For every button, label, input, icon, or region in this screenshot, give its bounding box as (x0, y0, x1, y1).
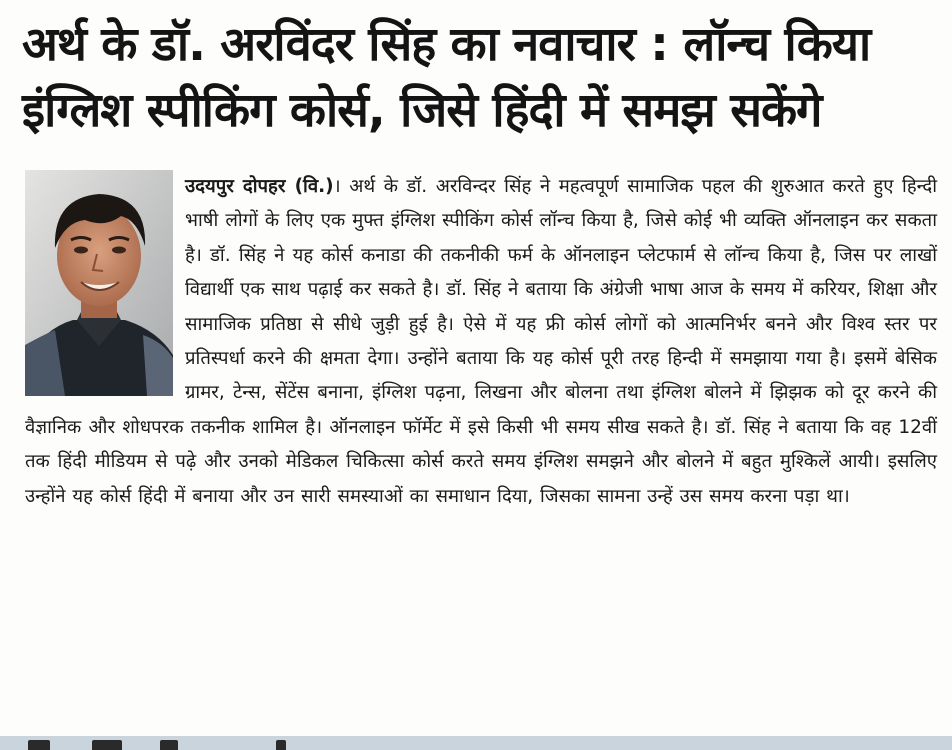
next-headline-fragment (160, 740, 178, 750)
next-headline-fragment (92, 740, 122, 750)
next-headline-fragment (28, 740, 50, 750)
headline-line-1: अर्थ के डॉ. अरविंदर सिंह का नवाचार : लॉन्च किया (22, 17, 871, 72)
article-dateline: उदयपुर दोपहर (वि.) (185, 176, 334, 197)
article-body (25, 170, 937, 514)
photo-wrap-spacer (25, 170, 173, 396)
headline-line-2: इंग्लिश स्पीकिंग कोर्स, जिसे हिंदी में समझ सकेंगे (22, 83, 822, 138)
next-article-band (0, 736, 952, 750)
article-headline (22, 12, 937, 144)
clipped-text-fragment (20, 0, 25, 7)
clipped-previous-article-text (0, 0, 952, 8)
next-headline-fragment (276, 740, 286, 750)
article-text: । अर्थ के डॉ. अरविन्दर सिंह ने महत्वपूर्ण सामाजिक पहल की शुरुआत करते हुए हिन्दी भाषी लोगों के लिए एक मुफ्त इंग्लिश स्पीकिंग कोर्स लॉन्च किया है, जिसे कोई भी व्यक्ति ऑनलाइन कर सकता है। डॉ. सिंह ने यह कोर्स कनाडा की तकनीकी फर्म के ऑनलाइन प्लेटफार्म से लॉन्च किया है, जिस पर लाखों विद्यार्थी एक साथ पढ़ाई कर सकते है। डॉ. सिंह ने बताया कि अंग्रेजी भाषा आज के समय में करियर, शिक्षा और सामाजिक प्रतिष्ठा से सीधे जुड़ी हुई है। ऐसे में यह फ्री कोर्स लोगों को आत्मनिर्भर बनने और विश्व स्तर पर प्रतिस्पर्धा करने की क्षमता देगा। उन्होंने बताया कि यह कोर्स पूरी तरह हिन्दी में समझाया गया है। इसमें बेसिक ग्रामर, टेन्स, सेंटेंस बनाना, इंग्लिश पढ़ना, लिखना और बोलना तथा इंग्लिश बोलने में झिझक को दूर करने की वैज्ञानिक और शोधपरक तकनीक शामिल है। ऑनलाइन फॉर्मेट में इसे किसी भी समय सीख सकते है। डॉ. सिंह ने बताया कि वह 12वीं तक हिंदी मीडियम से पढ़े और उनको मेडिकल चिकित्सा कोर्स करते समय इंग्लिश समझने और बोलने में बहुत मुश्किलें आयी। इसलिए उन्होंने यह कोर्स हिंदी में बनाया और उन सारी समस्याओं का समाधान दिया, जिसका सामना उन्हें उस समय करना पड़ा था। (25, 176, 937, 507)
